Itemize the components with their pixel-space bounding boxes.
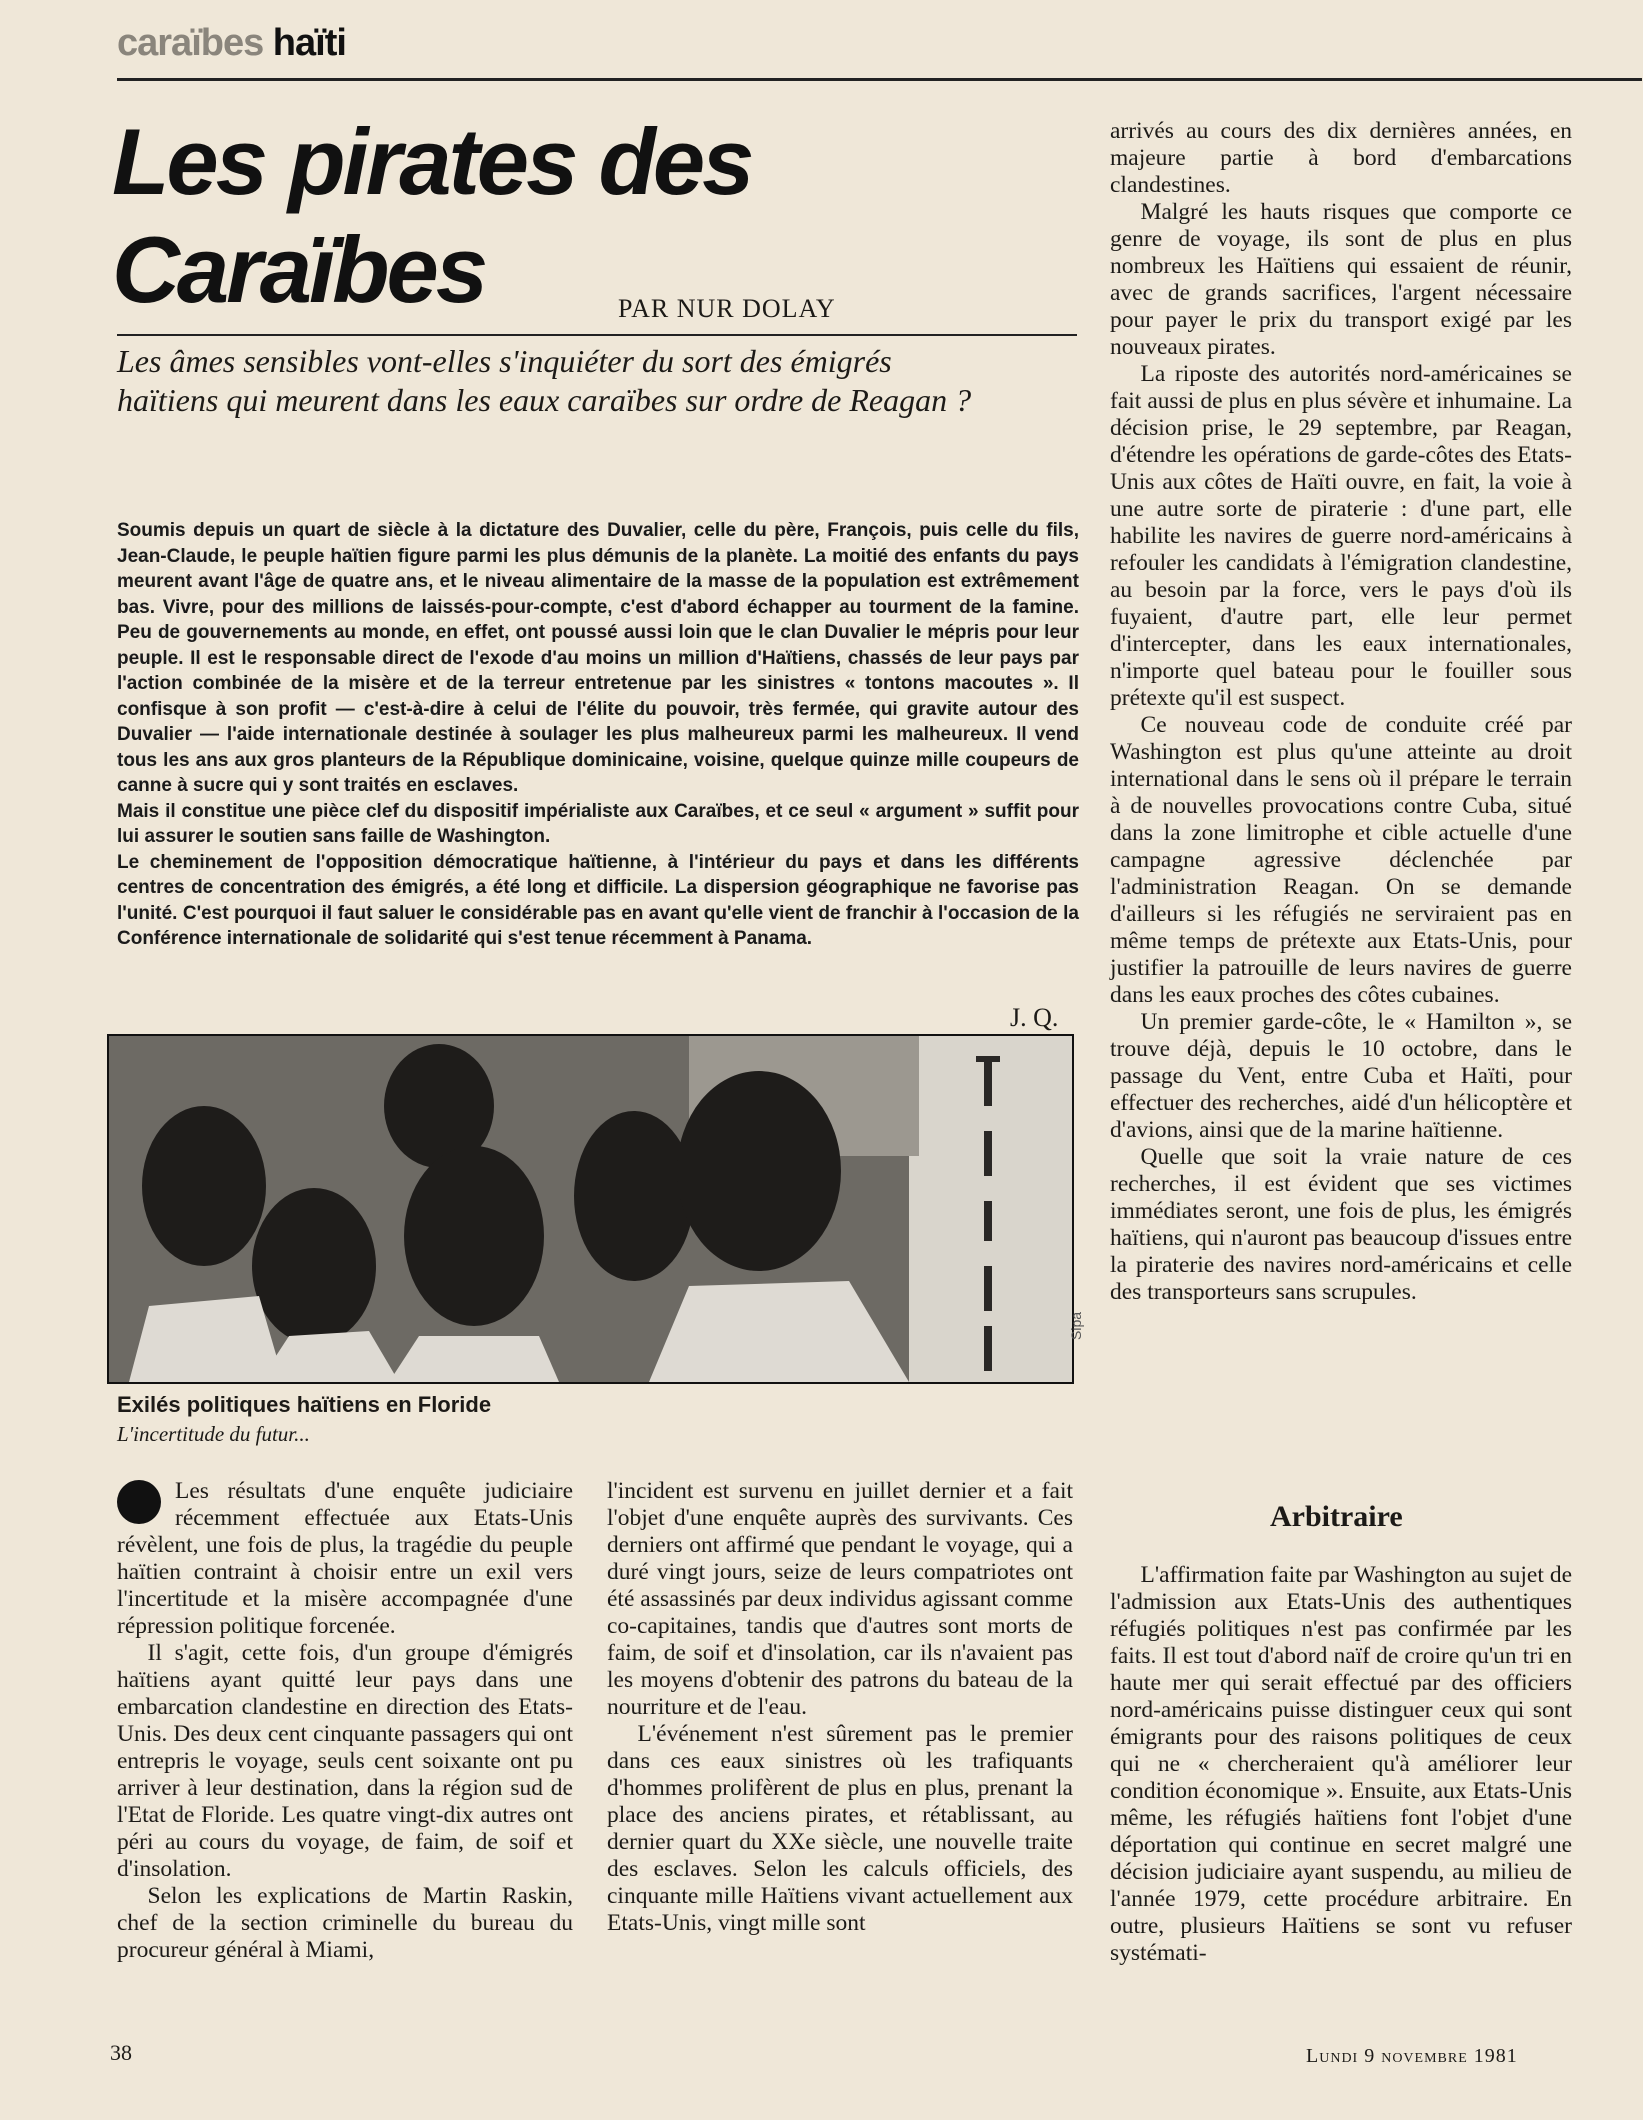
issue-date-text: Lundi 9 novembre 1981 — [1306, 2045, 1518, 2067]
column-2 — [607, 1478, 1073, 1937]
body-paragraph: La riposte des autorités nord-américaines se fait aussi de plus en plus sévère et inhumaine. La décision prise, le 29 septembre, par Reagan, d'étendre les opérations de garde-côtes des Etats-Unis aux côtes de Haïti ouvre, en fait, la voie à une autre sorte de piraterie : d'une part, elle habilite les navires de guerre nord-américains à refouler les candidats à l'émigration clandestine, au besoin par la force, vers le pays d'où ils fuyaient, d'autre part, elle leur permet d'intercepter, dans les eaux internationales, n'importe quel bateau pour le fouiller sous prétexte qu'il est suspect. — [1110, 361, 1572, 711]
section-rubric — [117, 22, 346, 65]
body-paragraph: Malgré les hauts risques que comporte ce genre de voyage, ils sont de plus en plus nombreux les Haïtiens qui essaient de réunir, avec de grands sacrifices, l'argent nécessaire pour payer le prix du transport exigé par les nouveaux pirates. — [1110, 199, 1572, 360]
page-number: 38 — [110, 2040, 132, 2065]
body-paragraph: L'événement n'est sûrement pas le premier dans ces eaux sinistres où les trafiquants d'hommes prolifèrent de plus en plus, prenant la place des anciens pirates, et rétablissant, au dernier quart du XXe siècle, une nouvelle traite des esclaves. Selon les calculs officiels, des cinquante mille Haïtiens vivant actuellement aux Etats-Unis, vingt mille sont — [607, 1721, 1073, 1936]
subheading: Arbitraire — [1270, 1500, 1403, 1533]
intro-paragraph: Le cheminement de l'opposition démocratique haïtienne, à l'intérieur du pays et dans les différents centres de concentration des émigrés, a été long et difficile. La dispersion géographique ne favorise pas l'unité. C'est pourquoi il faut saluer le considérable pas en avant qu'elle vient de franchir à l'occasion de la Conférence internationale de solidarité qui s'est tenue récemment à Panama. — [117, 851, 1079, 949]
body-paragraph: Quelle que soit la vraie nature de ces recherches, il est évident que ses victimes immédiates seront, une fois de plus, les émigrés haïtiens, qui n'auront pas beaucoup d'issues entre la piraterie des navires nord-américains et celle des transporteurs sans scrupules. — [1110, 1144, 1572, 1305]
column-3 — [1110, 118, 1572, 1306]
article-dek: Les âmes sensibles vont-elles s'inquiéter du sort des émigrés haïtiens qui meurent dans les eaux caraïbes sur ordre de Reagan ? — [117, 343, 972, 418]
column-1 — [117, 1478, 573, 1964]
intro-initials: J. Q. — [1010, 1003, 1059, 1032]
body-paragraph: L'affirmation faite par Washington au sujet de l'admission aux Etats-Unis des authentiques réfugiés politiques n'est pas confirmée par les faits. Il est tout d'abord naïf de croire qu'un tri en haute mer qui serait effectué par des officiers nord-américains puisse distinguer ceux qui sont émigrants pour des raisons politiques de ceux qui ne « chercheraient qu'à améliorer leur condition économique ». Ensuite, aux Etats-Unis même, les réfugiés haïtiens font l'objet d'une déportation qui continue en secret malgré une décision judiciaire ayant suspendu, au milieu de l'année 1979, cette procédure arbitraire. En outre, plusieurs Haïtiens se sont vu refuser systémati- — [1110, 1562, 1572, 1966]
body-text: Les résultats d'une enquête judiciaire récemment effectuée aux Etats-Unis révèlent, une fois de plus, la tragédie du peuple haïtien contraint à choisir entre un exil vers l'incertitude et la misère accompagnée d'une répression politique forcenée. — [117, 1478, 573, 1639]
photo-illustration — [109, 1036, 1072, 1382]
body-paragraph: Selon les explications de Martin Raskin, chef de la section criminelle du bureau du procureur général à Miami, — [117, 1883, 573, 1963]
rubric-country: haïti — [272, 22, 346, 64]
intro-paragraph: Soumis depuis un quart de siècle à la dictature des Duvalier, celle du père, François, puis celle du fils, Jean-Claude, le peuple haïtien figure parmi les plus démunis de la planète. La moitié des enfants du pays meurent avant l'âge de quatre ans, et le niveau alimentaire de la masse de la population est extrêmement bas. Vivre, pour des millions de laissés-pour-compte, c'est d'abord échapper au tourment de la famine. Peu de gouvernements au monde, en effet, ont poussé aussi loin que le clan Duvalier le mépris pour leur peuple. Il est le responsable direct de l'exode d'au moins un million d'Haïtiens, chassés de leur pays par l'action combinée de la misère et de la terreur entretenue par les sinistres « tontons macoutes ». Il confisque à son profit — c'est-à-dire à celui de l'élite du pouvoir, très fermée, qui gravite autour des Duvalier — l'aide internationale destinée à soulager les plus malheureux parmi les malheureux. Il vend tous les ans aux gros planteurs de la République dominicaine, voisine, quelque quinze mille coupeurs de canne à sucre qui y sont traités en esclaves. — [117, 520, 1079, 796]
body-paragraph: Il s'agit, cette fois, d'un groupe d'émigrés haïtiens ayant quitté leur pays dans une embarcation clandestine en direction des Etats-Unis. Des deux cent cinquante passagers qui ont entrepris le voyage, seuls cent soixante ont pu arriver à leur destination, dans la région sud de l'Etat de Floride. Les quatre vingt-dix autres ont péri au cours du voyage, de faim, de soif et d'insolation. — [117, 1640, 573, 1882]
photo-credit: Sipa — [1068, 1311, 1084, 1340]
rubric-region: caraïbes — [117, 22, 264, 64]
article-title: Les pirates des Caraïbes — [112, 109, 752, 322]
body-paragraph — [117, 1478, 573, 1640]
issue-date — [1306, 2045, 1518, 2068]
photo-caption-title: Exilés politiques haïtiens en Floride — [117, 1392, 492, 1417]
column-3-continued — [1110, 1562, 1572, 1967]
byline-rule — [117, 334, 1077, 336]
header-rule — [117, 78, 1642, 81]
intro-box — [117, 518, 1079, 952]
intro-paragraph: Mais il constitue une pièce clef du dispositif impérialiste aux Caraïbes, et ce seul « argument » suffit pour lui assurer le soutien sans faille de Washington. — [117, 800, 1079, 847]
body-paragraph: Ce nouveau code de conduite créé par Washington est plus qu'une atteinte au droit international dans le sens où il prépare le terrain à de nouvelles provocations contre Cuba, situé dans la zone limitrophe et cible actuelle d'une campagne agressive déclenchée par l'administration Reagan. On se demande d'ailleurs si les réfugiés ne serviraient pas en même temps de prétexte aux Etats-Unis, pour justifier la patrouille de leurs navires de guerre dans les eaux proches des côtes cubaines. — [1110, 712, 1572, 1008]
body-paragraph: Un premier garde-côte, le « Hamilton », se trouve déjà, depuis le 10 octobre, dans le passage du Vent, entre Cuba et Haïti, pour effectuer des recherches, aidé d'un hélicoptère et d'avions, ainsi que de la marine haïtienne. — [1110, 1009, 1572, 1143]
body-paragraph: l'incident est survenu en juillet dernier et a fait l'objet d'une enquête auprès des survivants. Ces derniers ont affirmé que pendant le voyage, qui a duré vingt jours, seize de leurs compatriotes ont été assassinés par deux individus agissant comme co-capitaines, tandis que d'autres sont morts de faim, de soif et d'insolation, car ils n'avaient pas les moyens d'obtenir des patrons du bateau de la nourriture et de l'eau. — [607, 1478, 1073, 1720]
body-paragraph: arrivés au cours des dix dernières années, en majeure partie à bord d'embarcations clandestines. — [1110, 118, 1572, 198]
bullet-icon — [117, 1480, 161, 1524]
photo-caption-subtitle: L'incertitude du futur... — [117, 1422, 310, 1446]
byline: PAR NUR DOLAY — [618, 294, 836, 323]
photo-refugees — [107, 1034, 1074, 1384]
